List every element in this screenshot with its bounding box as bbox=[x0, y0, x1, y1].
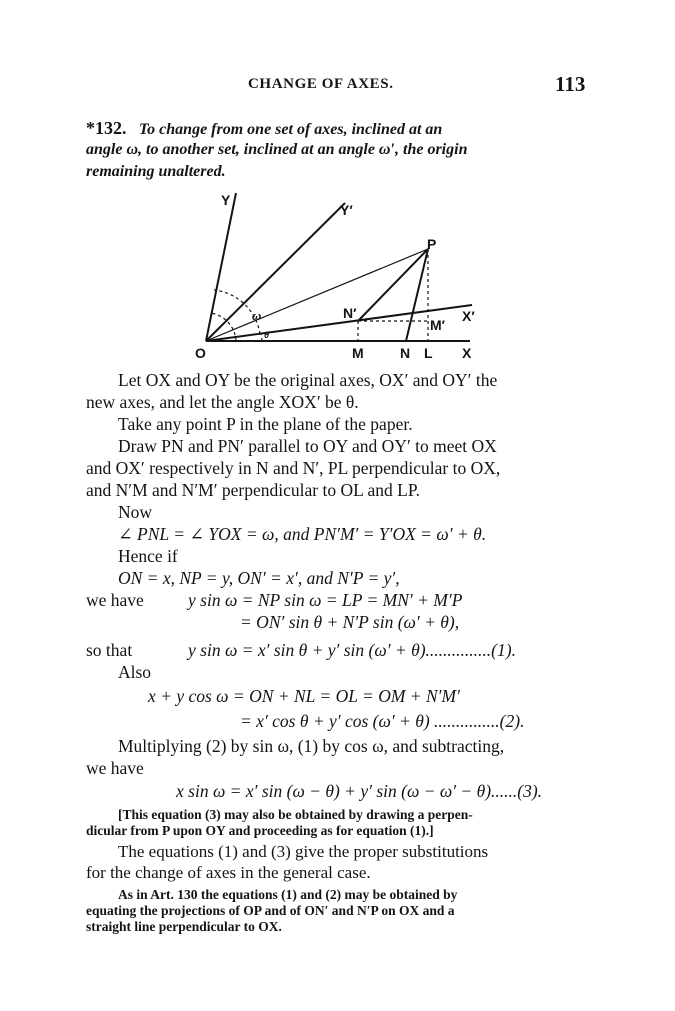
label-theta: θ bbox=[264, 330, 270, 340]
equation-2: = x′ cos θ + y′ cos (ω′ + θ) ...............(2). bbox=[240, 711, 525, 731]
page-number: 113 bbox=[555, 72, 586, 96]
footnote-line-1: As in Art. 130 the equations (1) and (2) may be obtained by bbox=[118, 887, 458, 902]
arc-theta bbox=[261, 334, 262, 341]
label-l: L bbox=[424, 345, 433, 361]
line-op bbox=[206, 249, 428, 341]
body-multiplying-2: we have bbox=[86, 758, 144, 778]
label-so-that: so that bbox=[86, 640, 133, 660]
label-n-prime: N′ bbox=[343, 305, 357, 321]
running-head: CHANGE OF AXES. bbox=[248, 76, 394, 92]
body-line-6: and N′M and N′M′ perpendicular to OL and LP. bbox=[86, 480, 421, 500]
equation-definitions: ON = x, NP = y, ON′ = x′, and N′P = y′, bbox=[118, 568, 400, 588]
label-x: X bbox=[462, 345, 472, 361]
body-line-3: Take any point P in the plane of the paper. bbox=[118, 414, 413, 434]
line-pn bbox=[406, 249, 428, 341]
note-line-1: [This equation (3) may also be obtained by drawing a perpen- bbox=[118, 807, 473, 822]
axis-oy bbox=[206, 193, 236, 341]
article-number: *132. bbox=[86, 118, 127, 138]
proposition-text-2: angle ω, to another set, inclined at an angle ω′, the origin bbox=[86, 141, 468, 158]
body-multiplying-1: Multiplying (2) by sin ω, (1) by cos ω, and subtracting, bbox=[118, 736, 505, 756]
body-also: Also bbox=[118, 662, 152, 682]
equation-1: y sin ω = x′ sin θ + y′ sin (ω′ + θ)...............(1). bbox=[188, 640, 516, 660]
body-line-9: Hence if bbox=[118, 546, 178, 566]
conclusion-line-1: The equations (1) and (3) give the proper substitutions bbox=[118, 842, 489, 861]
label-y-prime: Y′ bbox=[340, 202, 353, 218]
body-line-1: Let OX and OY be the original axes, OX′ and OY′ the bbox=[118, 370, 498, 390]
label-y: Y bbox=[221, 192, 231, 208]
conclusion-line-2: for the change of axes in the general case. bbox=[86, 863, 371, 882]
label-x-prime: X′ bbox=[462, 308, 475, 324]
equation-1a: y sin ω = NP sin ω = LP = MN′ + M′P bbox=[188, 590, 463, 610]
label-m-prime: M′ bbox=[430, 317, 446, 333]
line-pn-prime bbox=[358, 249, 428, 321]
label-omega: ω bbox=[252, 311, 262, 323]
axis-oy-prime bbox=[206, 203, 345, 341]
label-m: M bbox=[352, 345, 364, 361]
label-o: O bbox=[195, 345, 206, 361]
body-line-5: and OX′ respectively in N and N′, PL perpendicular to OX, bbox=[86, 458, 501, 478]
equation-1b: = ON′ sin θ + N′P sin (ω′ + θ), bbox=[240, 612, 460, 632]
label-n: N bbox=[400, 345, 411, 361]
footnote-line-2: equating the projections of OP and of ON′ and N′P on OX and a bbox=[86, 903, 455, 918]
proposition-text-3: remaining unaltered. bbox=[86, 163, 226, 180]
note-line-2: dicular from P upon OY and proceeding as for equation (1).] bbox=[86, 823, 434, 838]
equation-2a: x + y cos ω = ON + NL = OL = OM + N′M′ bbox=[148, 686, 460, 706]
body-line-7: Now bbox=[118, 502, 153, 522]
label-p: P bbox=[427, 236, 437, 252]
equation-angles: ∠ PNL = ∠ YOX = ω, and PN′M′ = Y′OX = ω′ + θ. bbox=[118, 524, 487, 544]
footnote-line-3: straight line perpendicular to OX. bbox=[86, 919, 282, 934]
label-we-have: we have bbox=[86, 590, 144, 610]
body-line-4: Draw PN and PN′ parallel to OY and OY′ to meet OX bbox=[118, 436, 497, 456]
proposition-text-1: To change from one set of axes, inclined at an bbox=[138, 121, 443, 138]
equation-3: x sin ω = x′ sin (ω − θ) + y′ sin (ω − ω′ − θ)......(3). bbox=[176, 781, 543, 801]
body-line-2: new axes, and let the angle XOX′ be θ. bbox=[86, 392, 359, 412]
